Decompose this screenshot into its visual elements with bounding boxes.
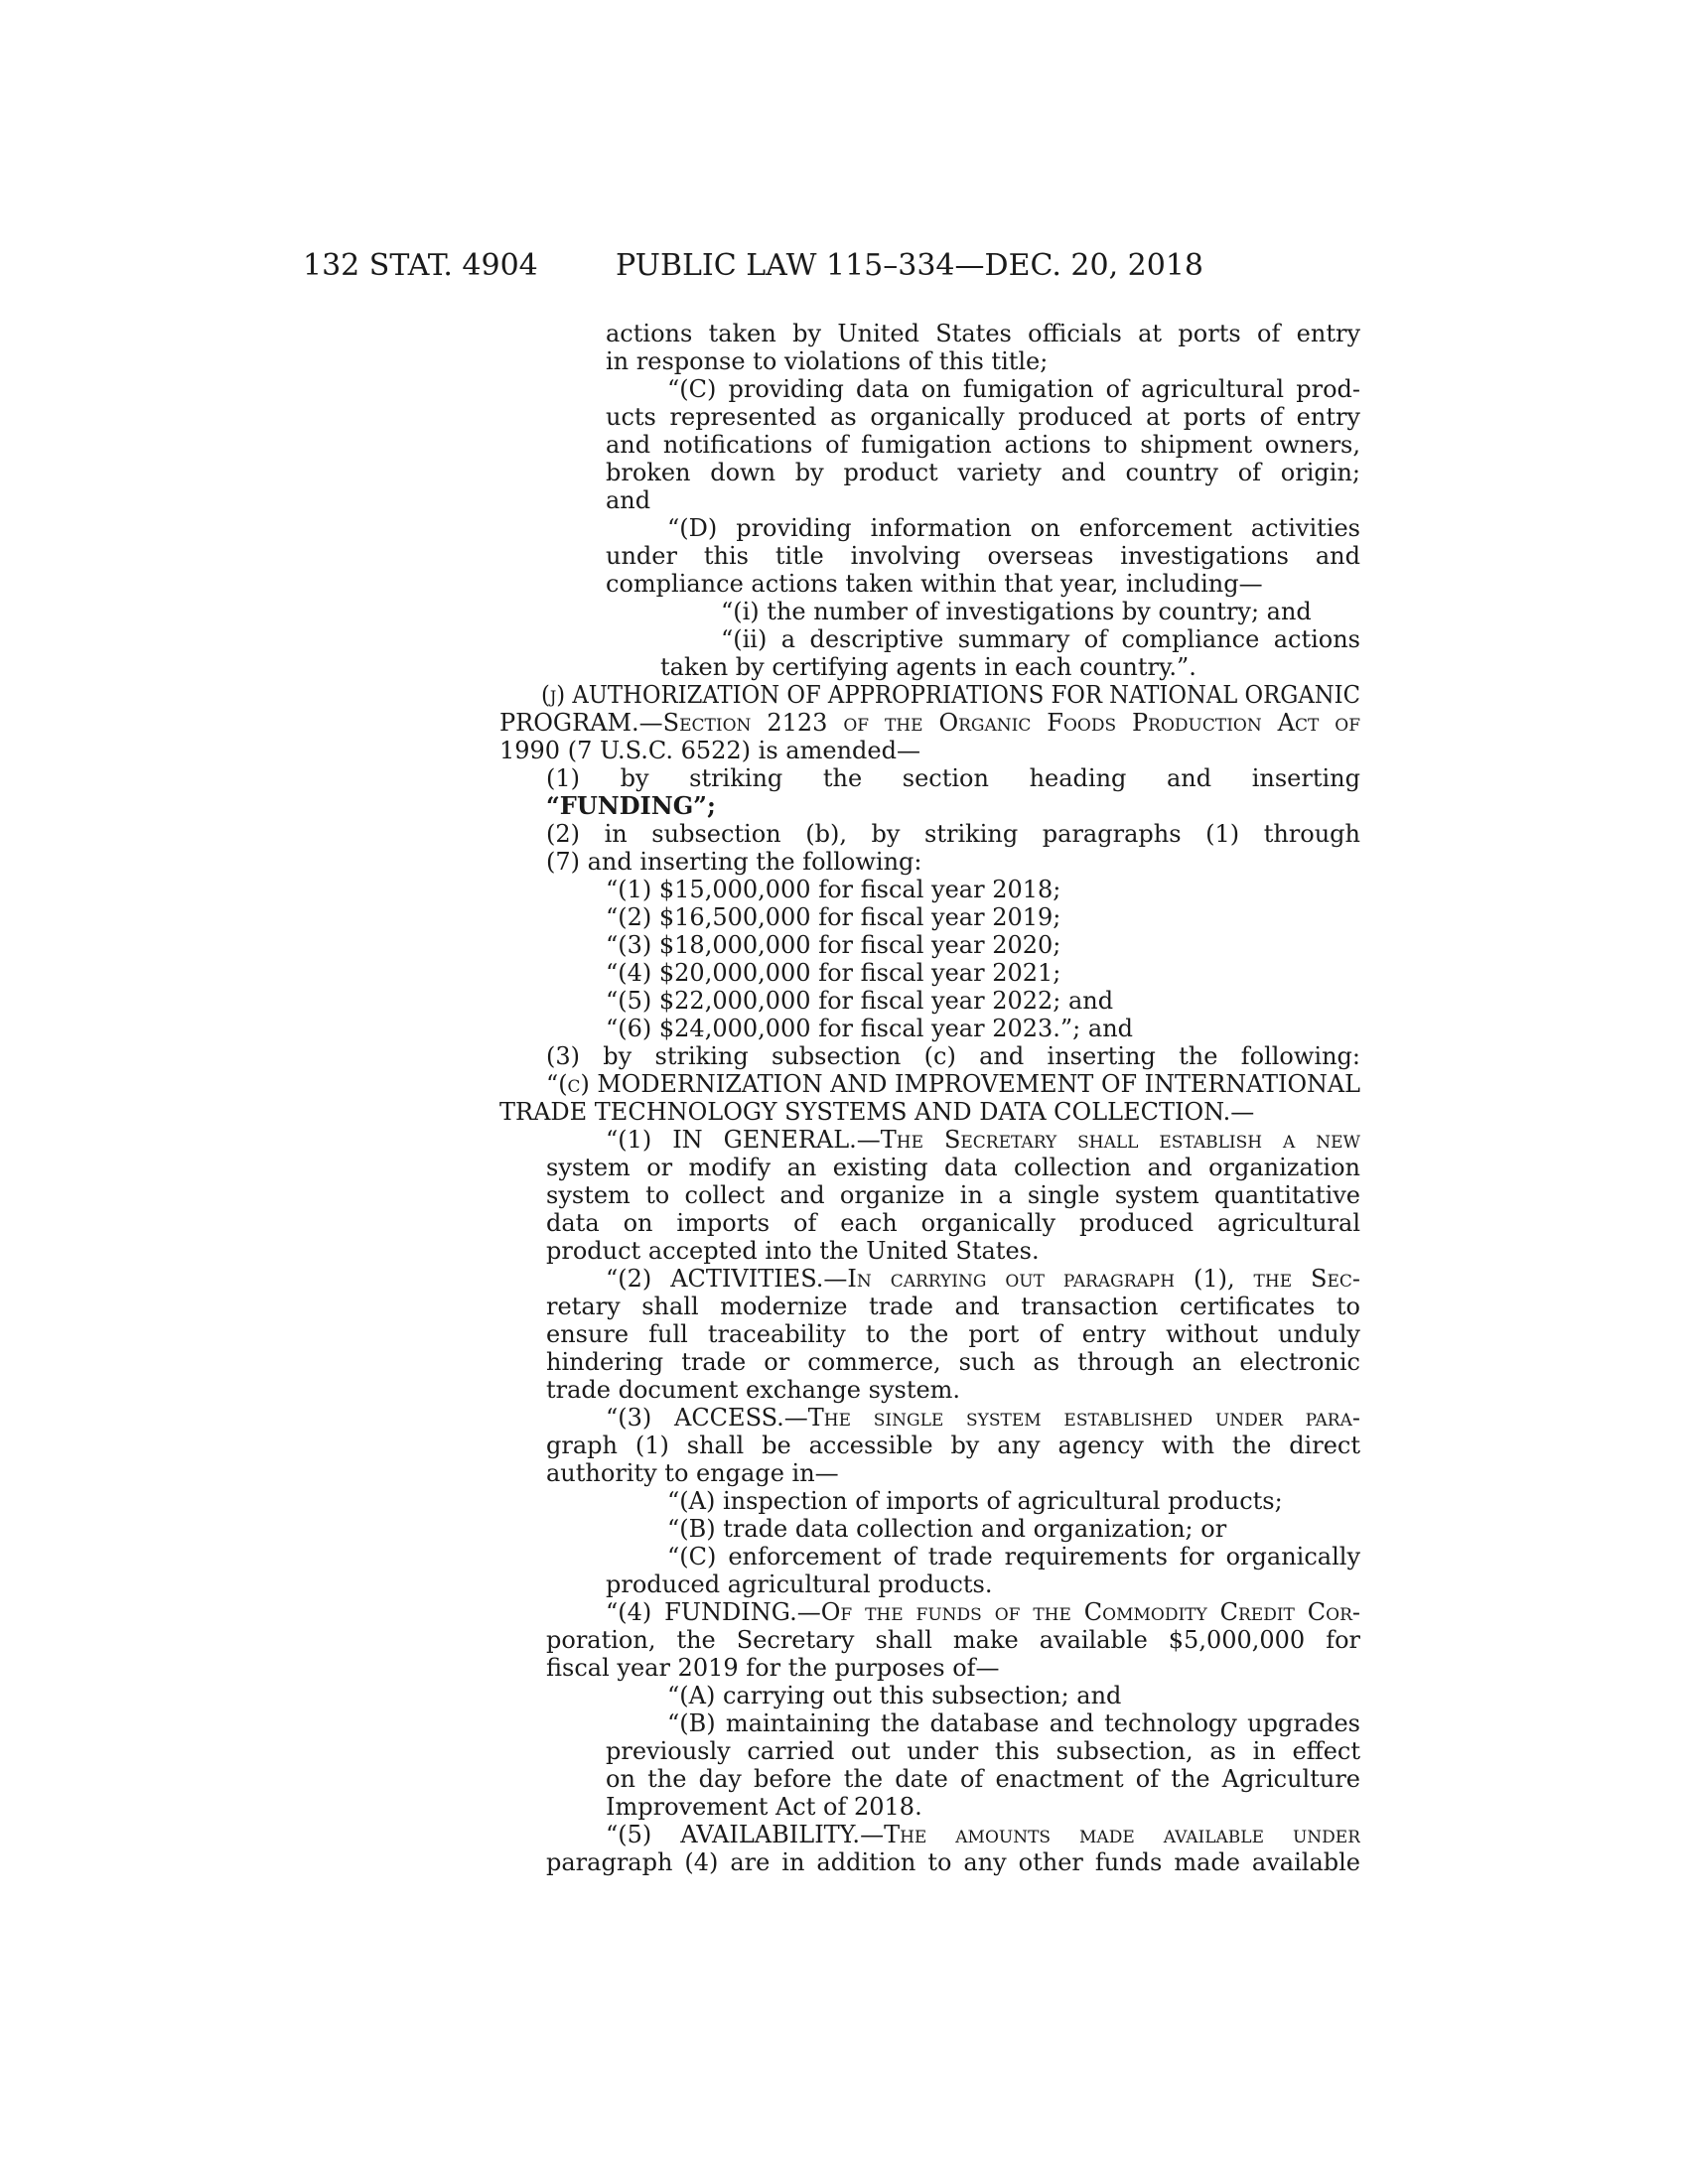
text-line: “(5) $22,000,000 for fiscal year 2022; and bbox=[606, 987, 1114, 1015]
text-line: and bbox=[606, 486, 651, 514]
text-line: “(B) maintaining the database and technology upgrades bbox=[667, 1709, 1360, 1737]
text-line: “(4) FUNDING.—Of the funds of the Commodity Credit Cor- bbox=[606, 1598, 1360, 1626]
text-line: “(3) ACCESS.—The single system established under para- bbox=[606, 1404, 1360, 1432]
text-line: under this title involving overseas investigations and bbox=[606, 542, 1360, 570]
text-line: ensure full traceability to the port of entry without unduly bbox=[546, 1320, 1360, 1348]
text-line: “(1) IN GENERAL.—The Secretary shall establish a new bbox=[606, 1126, 1360, 1154]
text-line: fiscal year 2019 for the purposes of— bbox=[546, 1654, 1000, 1682]
text-line: authority to engage in— bbox=[546, 1459, 839, 1487]
text-line: “(2) $16,500,000 for fiscal year 2019; bbox=[606, 903, 1061, 931]
statute-page-number: 132 STAT. 4904 bbox=[303, 248, 538, 283]
text-line: 1990 (7 U.S.C. 6522) is amended— bbox=[499, 737, 920, 764]
text-line: retary shall modernize trade and transaction certificates to bbox=[546, 1293, 1360, 1320]
text-line: “(i) the number of investigations by country; and bbox=[721, 598, 1312, 625]
text-line: “(B) trade data collection and organization; or bbox=[667, 1515, 1227, 1543]
text-line: system to collect and organize in a single system quantitative bbox=[546, 1181, 1360, 1209]
text-line: “(2) ACTIVITIES.—In carrying out paragraph (1), the Sec- bbox=[606, 1265, 1360, 1293]
text-line: previously carried out under this subsection, as in effect bbox=[606, 1737, 1360, 1765]
text-line: on the day before the date of enactment of the Agriculture bbox=[606, 1765, 1360, 1793]
text-line: “(A) carrying out this subsection; and bbox=[667, 1682, 1122, 1709]
text-line: “(1) $15,000,000 for fiscal year 2018; bbox=[606, 876, 1061, 903]
text-line: (3) by striking subsection (c) and inserting the following: bbox=[546, 1042, 1360, 1070]
text-line: ucts represented as organically produced at ports of entry bbox=[606, 403, 1360, 431]
text-line: Improvement Act of 2018. bbox=[606, 1793, 922, 1821]
text-line: compliance actions taken within that year, including— bbox=[606, 570, 1263, 598]
text-line: (7) and inserting the following: bbox=[546, 848, 922, 876]
text-line: taken by certifying agents in each country.”. bbox=[660, 653, 1196, 681]
text-line: “(5) AVAILABILITY.—The amounts made available under bbox=[606, 1821, 1360, 1848]
text-line: paragraph (4) are in addition to any other funds made available bbox=[546, 1848, 1360, 1876]
text-line: TRADE TECHNOLOGY SYSTEMS AND DATA COLLECTION.— bbox=[499, 1098, 1255, 1126]
text-line: “FUNDING”; bbox=[546, 791, 716, 820]
text-line: poration, the Secretary shall make available $5,000,000 for bbox=[546, 1626, 1360, 1654]
text-line: “(c) MODERNIZATION AND IMPROVEMENT OF INTERNATIONAL bbox=[546, 1070, 1360, 1098]
text-line: PROGRAM.—Section 2123 of the Organic Foods Production Act of bbox=[499, 709, 1360, 737]
text-line: trade document exchange system. bbox=[546, 1376, 961, 1404]
text-line: graph (1) shall be accessible by any agency with the direct bbox=[546, 1432, 1360, 1459]
text-line: “(ii) a descriptive summary of compliance actions bbox=[721, 625, 1360, 653]
text-line: and notifications of fumigation actions to shipment owners, bbox=[606, 431, 1360, 459]
text-line: actions taken by United States officials at ports of entry bbox=[606, 320, 1360, 347]
text-line: data on imports of each organically produced agricultural bbox=[546, 1209, 1360, 1237]
text-line: produced agricultural products. bbox=[606, 1570, 993, 1598]
running-header-title: PUBLIC LAW 115–334—DEC. 20, 2018 bbox=[616, 248, 1204, 283]
text-line: (1) by striking the section heading and inserting bbox=[546, 764, 1360, 792]
text-line: “(C) providing data on fumigation of agricultural prod- bbox=[667, 375, 1360, 403]
text-line: “(6) $24,000,000 for fiscal year 2023.”; and bbox=[606, 1015, 1134, 1042]
text-line: hindering trade or commerce, such as through an electronic bbox=[546, 1348, 1360, 1376]
text-line: “(D) providing information on enforcement activities bbox=[667, 514, 1360, 542]
text-line: product accepted into the United States. bbox=[546, 1237, 1040, 1265]
text-line: “(4) $20,000,000 for fiscal year 2021; bbox=[606, 959, 1061, 987]
text-line: (2) in subsection (b), by striking paragraphs (1) through bbox=[546, 820, 1360, 848]
text-line: “(C) enforcement of trade requirements for organically bbox=[667, 1543, 1360, 1570]
text-line: system or modify an existing data collection and organization bbox=[546, 1154, 1360, 1181]
text-line: (j) AUTHORIZATION OF APPROPRIATIONS FOR NATIONAL ORGANIC bbox=[541, 681, 1360, 709]
text-line: in response to violations of this title; bbox=[606, 347, 1049, 375]
text-line: broken down by product variety and country of origin; bbox=[606, 459, 1360, 486]
text-line: “(A) inspection of imports of agricultural products; bbox=[667, 1487, 1283, 1515]
text-line: “(3) $18,000,000 for fiscal year 2020; bbox=[606, 931, 1061, 959]
